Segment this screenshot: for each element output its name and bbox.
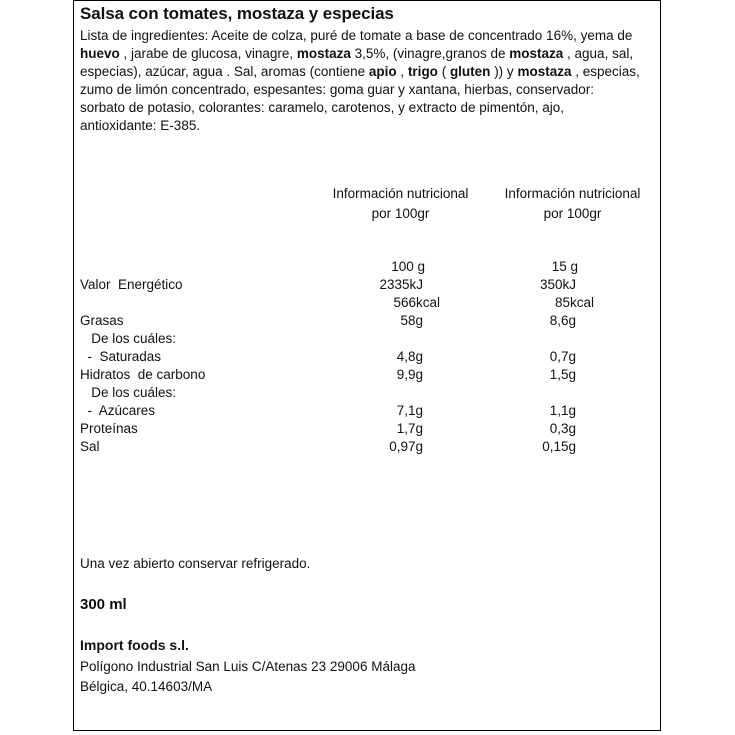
col1-header-line1: Información nutricional — [332, 186, 469, 201]
nutrition-row-label: Hidratos de carbono — [80, 367, 206, 382]
ingredient-text: Lista de ingredientes: Aceite de colza, puré de tomate a base de concentrado 16%, yema de — [80, 28, 633, 43]
company-registry: Bélgica, 40.14603/MA — [80, 679, 213, 694]
col2-header-line1: Información nutricional — [504, 186, 641, 201]
nutrition-value-15g: 1,1g — [549, 403, 576, 418]
ingredient-text: 3,5%, (vinagre,granos de — [350, 46, 510, 61]
volume: 300 ml — [80, 596, 127, 613]
nutrition-row-label: Sal — [80, 439, 100, 454]
nutrition-value-15g: 1,5g — [549, 367, 576, 382]
nutrition-value-15g: 85kcal — [554, 295, 594, 310]
nutrition-row-label: Grasas — [80, 313, 124, 328]
nutrition-col1-header — [318, 184, 483, 224]
nutrition-value-100g: 4,8g — [396, 349, 423, 364]
allergen: mostaza — [296, 46, 351, 61]
allergen: mostaza — [517, 64, 572, 79]
company-address: Polígono Industrial San Luis C/Atenas 23 29006 Málaga — [80, 659, 416, 674]
nutrition-value-15g: 8,6g — [549, 313, 576, 328]
nutrition-value-100g: 58g — [400, 313, 423, 328]
nutrition-row-label: - Saturadas — [80, 349, 162, 364]
storage-note: Una vez abierto conservar refrigerado. — [80, 556, 311, 571]
col1-header-line2: por 100gr — [371, 206, 430, 221]
ingredient-text: , — [396, 64, 408, 79]
ingredient-text: , especias, zumo de limón concentrado, espesantes: goma guar y xantana, hierbas, conservador: sorbato de potasio, colorantes: caramelo, carotenos, y extracto de pimentón, ajo, antioxidante: E-385. — [80, 64, 640, 133]
nutrition-row-label: De los cuáles: — [80, 385, 177, 400]
nutrition-value-100g: 9,9g — [396, 367, 423, 382]
ingredient-text: ( — [437, 64, 450, 79]
allergen: mostaza — [509, 46, 564, 61]
allergen: gluten — [449, 64, 491, 79]
nutrition-value-15g: 0,3g — [549, 421, 576, 436]
allergen: apio — [368, 64, 397, 79]
col2-header-line2: por 100gr — [543, 206, 602, 221]
col1-quantity: 100 g — [391, 259, 425, 274]
ingredient-text: , agua, sal, especias), azúcar, agua . Sal, aromas (contiene — [80, 46, 634, 79]
nutrition-value-100g: 1,7g — [396, 421, 423, 436]
nutrition-row-label: - Azúcares — [80, 403, 156, 418]
nutrition-value-100g: 7,1g — [396, 403, 423, 418]
nutrition-value-100g: 2335kJ — [379, 277, 423, 292]
product-title: Salsa con tomates, mostaza y especias — [80, 4, 394, 23]
ingredient-text: )) y — [490, 64, 518, 79]
nutrition-value-100g: 0,97g — [389, 439, 423, 454]
nutrition-col2-header — [490, 184, 655, 224]
allergen: huevo — [80, 46, 120, 61]
col2-quantity: 15 g — [551, 259, 578, 274]
ingredient-text: , jarabe de glucosa, vinagre, — [119, 46, 297, 61]
ingredients-list — [80, 27, 640, 135]
nutrition-row-label: Valor Energético — [80, 277, 183, 292]
nutrition-row-label: Proteínas — [80, 421, 138, 436]
nutrition-value-15g: 0,7g — [549, 349, 576, 364]
nutrition-value-15g: 350kJ — [539, 277, 576, 292]
nutrition-value-100g: 566kcal — [393, 295, 440, 310]
company-name: Import foods s.l. — [80, 637, 189, 653]
allergen: trigo — [407, 64, 438, 79]
nutrition-value-15g: 0,15g — [542, 439, 576, 454]
nutrition-row-label: De los cuáles: — [80, 331, 177, 346]
